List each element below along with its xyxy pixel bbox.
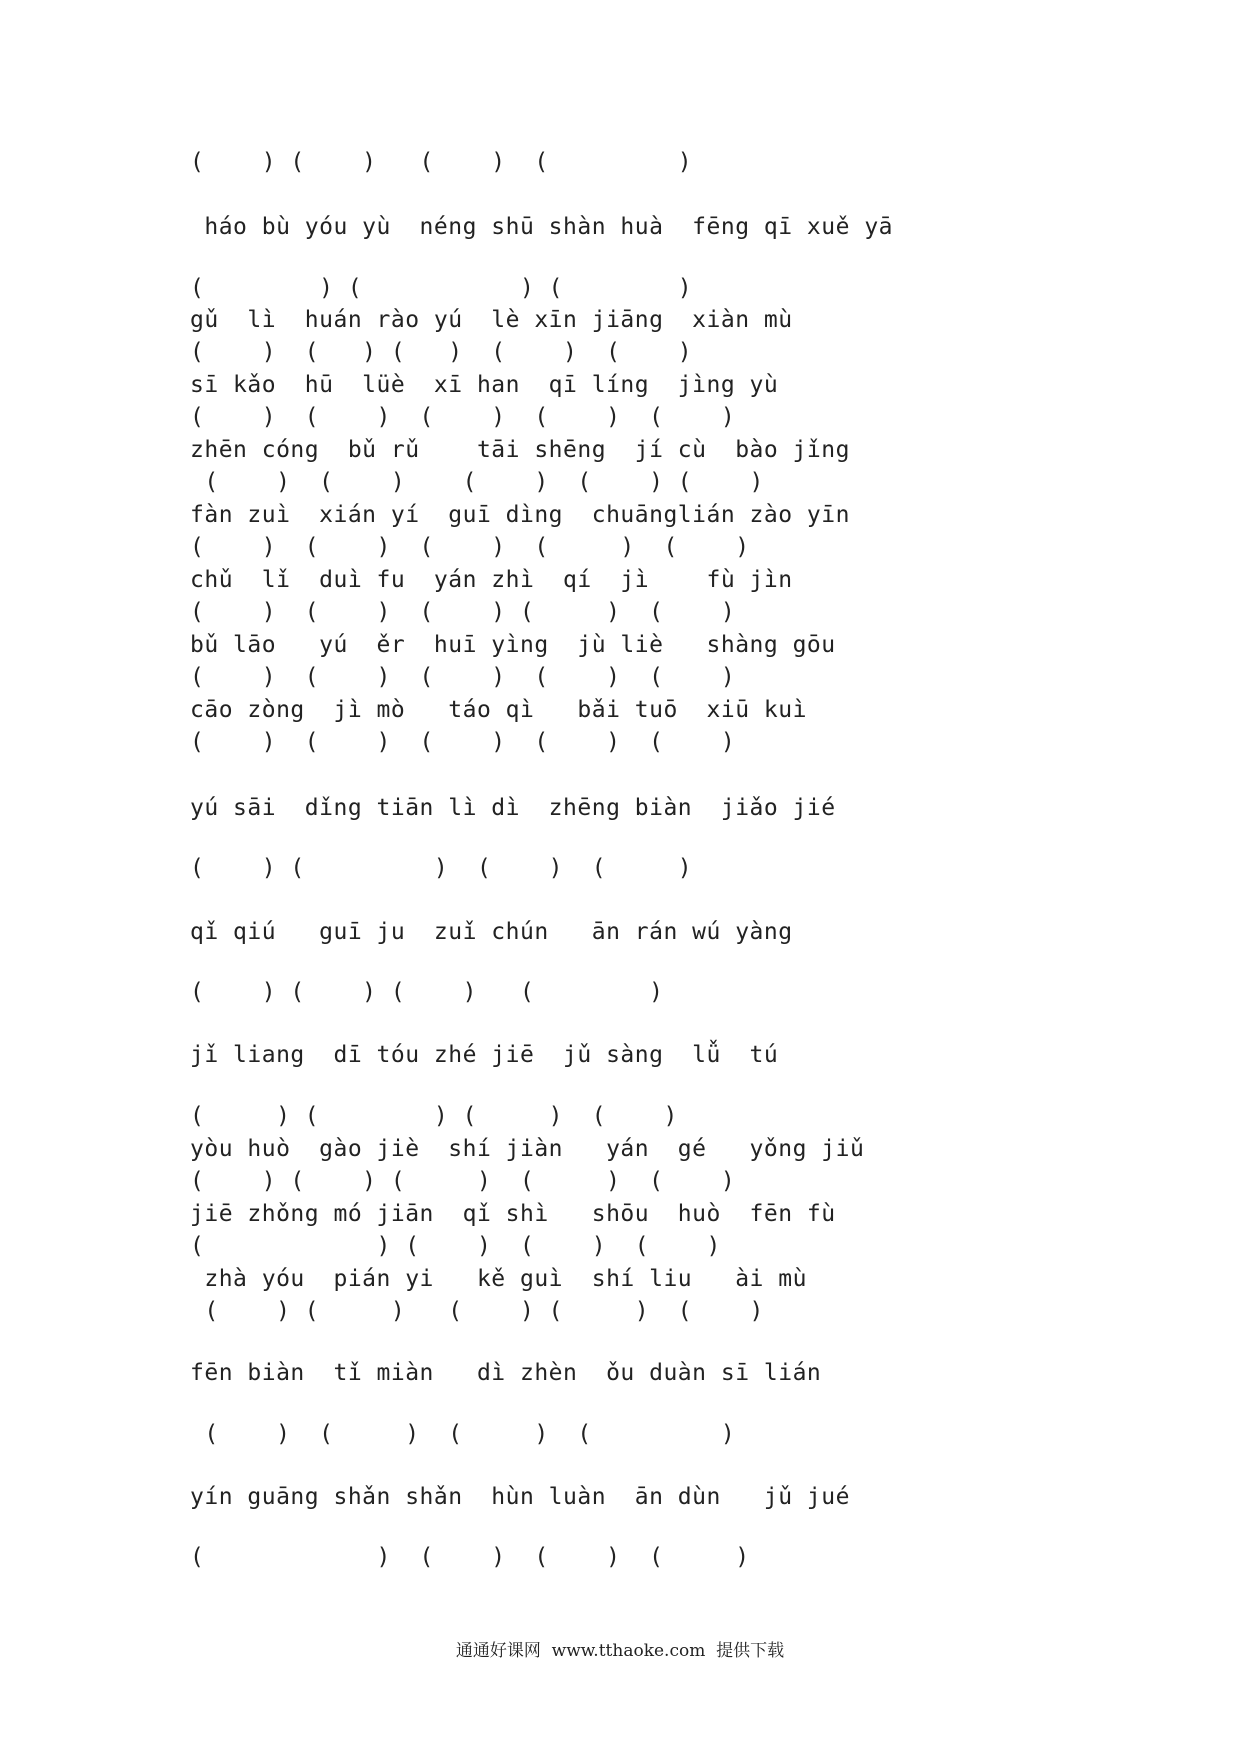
bracket-row-8: ( ) ( ) ( ) ( ) ( ) xyxy=(190,664,736,690)
pinyin-row-6: chǔ lǐ duì fu yán zhì qí jì fù jìn xyxy=(190,567,793,593)
pinyin-row-13: jiē zhǒng mó jiān qǐ shì shōu huò fēn fù xyxy=(190,1201,836,1227)
pinyin-row-15: fēn biàn tǐ miàn dì zhèn ǒu duàn sī lián xyxy=(190,1360,822,1386)
bracket-row-11: ( ) ( ) ( ) ( ) xyxy=(190,979,664,1005)
pinyin-row-10: qǐ qiú guī ju zuǐ chún ān rán wú yàng xyxy=(190,919,793,945)
bracket-row-16: ( ) ( ) ( ) ( ) xyxy=(190,1421,736,1447)
bracket-row-6: ( ) ( ) ( ) ( ) ( ) xyxy=(190,534,750,560)
bracket-row-14: ( ) ( ) ( ) ( ) xyxy=(190,1233,721,1259)
pinyin-row-11: jǐ liang dī tóu zhé jiē jǔ sàng lǚ tú xyxy=(190,1042,779,1068)
pinyin-row-14: zhà yóu pián yi kě guì shí liu ài mù xyxy=(190,1266,807,1292)
bracket-row-13: ( ) ( ) ( ) ( ) ( ) xyxy=(190,1168,736,1194)
bracket-row-9: ( ) ( ) ( ) ( ) ( ) xyxy=(190,729,736,755)
footer-credit: 通通好课网 www.tthaoke.com 提供下载 xyxy=(455,1641,785,1661)
pinyin-row-2: gǔ lì huán rào yú lè xīn jiāng xiàn mù xyxy=(190,307,793,333)
bracket-row-15: ( ) ( ) ( ) ( ) ( ) xyxy=(190,1298,764,1324)
bracket-row-4: ( ) ( ) ( ) ( ) ( ) xyxy=(190,404,736,430)
pinyin-row-1: háo bù yóu yù néng shū shàn huà fēng qī xuě yā xyxy=(190,214,894,240)
bracket-row-5: ( ) ( ) ( ) ( ) ( ) xyxy=(190,469,764,495)
bracket-row-12: ( ) ( ) ( ) ( ) xyxy=(190,1103,678,1129)
pinyin-row-9: yú sāi dǐng tiān lì dì zhēng biàn jiǎo jié xyxy=(190,795,836,821)
pinyin-row-4: zhēn cóng bǔ rǔ tāi shēng jí cù bào jǐng xyxy=(190,437,850,463)
pinyin-row-7: bǔ lāo yú ěr huī yìng jù liè shàng gōu xyxy=(190,632,836,658)
pinyin-row-8: cāo zòng jì mò táo qì bǎi tuō xiū kuì xyxy=(190,697,807,723)
bracket-row-1: ( ) ( ) ( ) ( ) xyxy=(190,149,693,175)
pinyin-row-5: fàn zuì xián yí guī dìng chuānglián zào yīn xyxy=(190,502,850,528)
bracket-row-3: ( ) ( ) ( ) ( ) ( ) xyxy=(190,339,693,365)
bracket-row-2: ( ) ( ) ( ) xyxy=(190,275,693,301)
bracket-row-10: ( ) ( ) ( ) ( ) xyxy=(190,855,693,881)
pinyin-row-3: sī kǎo hū lüè xī han qī líng jìng yù xyxy=(190,372,779,398)
pinyin-row-16: yín guāng shǎn shǎn hùn luàn ān dùn jǔ jué xyxy=(190,1484,850,1510)
bracket-row-7: ( ) ( ) ( ) ( ) ( ) xyxy=(190,599,736,625)
bracket-row-17: ( ) ( ) ( ) ( ) xyxy=(190,1544,750,1570)
pinyin-row-12: yòu huò gào jiè shí jiàn yán gé yǒng jiǔ xyxy=(190,1136,865,1162)
